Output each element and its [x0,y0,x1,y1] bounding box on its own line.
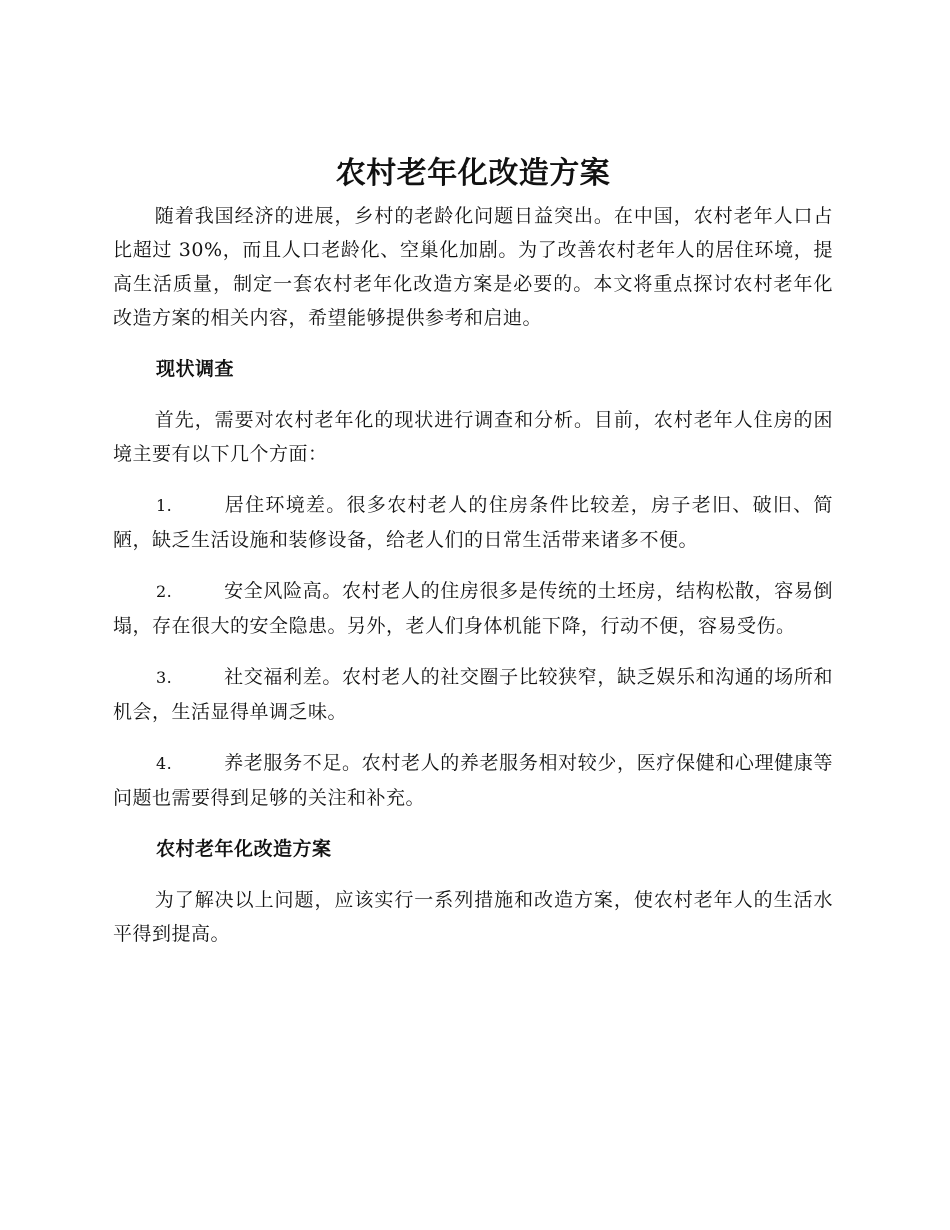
plan-paragraph: 为了解决以上问题，应该实行一系列措施和改造方案，使农村老年人的生活水平得到提高。 [113,889,833,945]
survey-paragraph: 首先，需要对农村老年化的现状进行调查和分析。目前，农村老年人住房的困境主要有以下几个方面： [113,409,833,465]
list-item-text: 社交福利差。农村老人的社交圈子比较狭窄，缺乏娱乐和沟通的场所和机会，生活显得单调乏味。 [113,666,833,723]
list-item-number: 3. [156,668,173,687]
list-item-number: 1. [156,496,173,515]
intro-paragraph: 随着我国经济的进展，乡村的老龄化问题日益突出。在中国，农村老年人口占比超过 30%，而且人口老龄化、空巢化加剧。为了改善农村老年人的居住环境，提高生活质量，制定一套农村老年化改造方案是必要的。本文将重点探讨农村老年化改造方案的相关内容，希望能够提供参考和启迪。 [113,205,833,329]
list-item-text: 居住环境差。很多农村老人的住房条件比较差，房子老旧、破旧、简陋，缺乏生活设施和装修设备，给老人们的日常生活带来诸多不便。 [113,494,833,551]
list-item [113,488,833,557]
section-heading-plan: 农村老年化改造方案 [156,838,332,860]
list-item-text: 安全风险高。农村老人的住房很多是传统的土坯房，结构松散，容易倒塌，存在很大的安全隐患。另外，老人们身体机能下降，行动不便，容易受伤。 [113,580,833,637]
document-title: 农村老年化改造方案 [335,156,611,191]
document-body [113,152,833,951]
list-item [113,746,833,815]
list-item-number: 4. [156,754,173,773]
list-item [113,660,833,729]
list-item-number: 2. [156,582,173,601]
section-heading-survey: 现状调查 [156,358,235,380]
list-item-text: 养老服务不足。农村老人的养老服务相对较少，医疗保健和心理健康等问题也需要得到足够的关注和补充。 [113,752,833,809]
list-item [113,574,833,643]
